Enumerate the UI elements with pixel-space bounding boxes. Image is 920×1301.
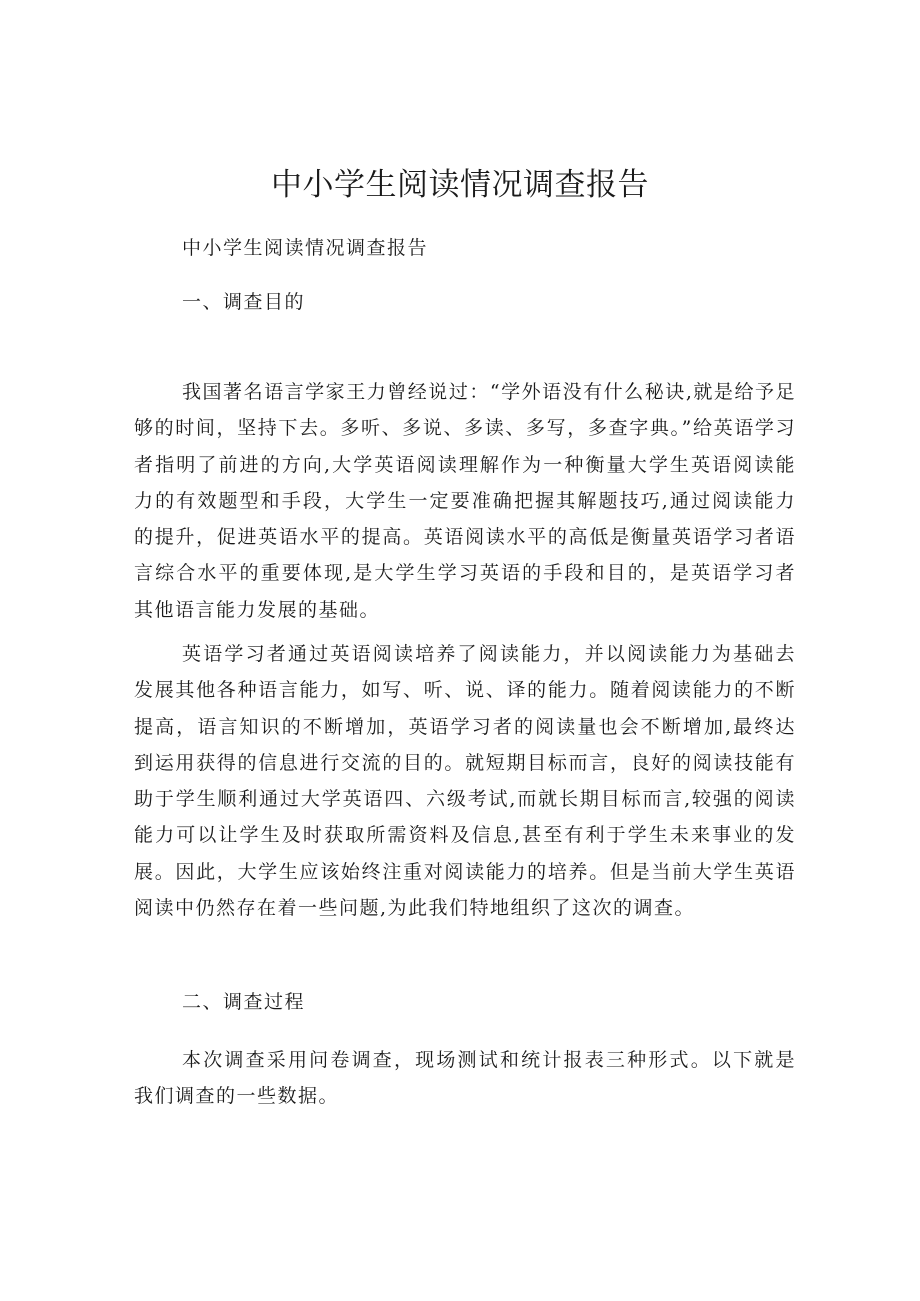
paragraph-2: 英语学习者通过英语阅读培养了阅读能力，并以阅读能力为基础去发展其他各种语言能力，如写、听、说、译的能力。随着阅读能力的不断提高，语言知识的不断增加，英语学习者的阅读量也会不断增加,最终达到运用获得的信息进行交流的目的。就短期目标而言，良好的阅读技能有助于学生顺利通过大学英语四、六级考试,而就长期目标而言,较强的阅读能力可以让学生及时获取所需资料及信息,甚至有利于学生未来事业的发展。因此，大学生应该始终注重对阅读能力的培养。但是当前大学生英语阅读中仍然存在着一些问题,为此我们特地组织了这次的调查。: [134, 643, 796, 920]
document-title: 中小学生阅读情况调查报告: [271, 167, 649, 203]
section-heading-purpose: 一、调查目的: [182, 291, 306, 313]
document-subtitle: 中小学生阅读情况调查报告: [182, 237, 429, 259]
paragraph-3: 本次调查采用问卷调查，现场测试和统计报表三种形式。以下就是我们调查的一些数据。: [134, 1049, 796, 1108]
section-heading-process: 二、调查过程: [182, 991, 306, 1013]
paragraph-1: 我国著名语言学家王力曾经说过：“学外语没有什么秘诀,就是给予足够的时间，坚持下去。多听、多说、多读、多写，多查字典。”给英语学习者指明了前进的方向,大学英语阅读理解作为一种衡量大学生英语阅读能力的有效题型和手段，大学生一定要准确把握其解题技巧,通过阅读能力的提升，促进英语水平的提高。英语阅读水平的高低是衡量英语学习者语言综合水平的重要体现,是大学生学习英语的手段和目的，是英语学习者其他语言能力发展的基础。: [134, 381, 796, 621]
